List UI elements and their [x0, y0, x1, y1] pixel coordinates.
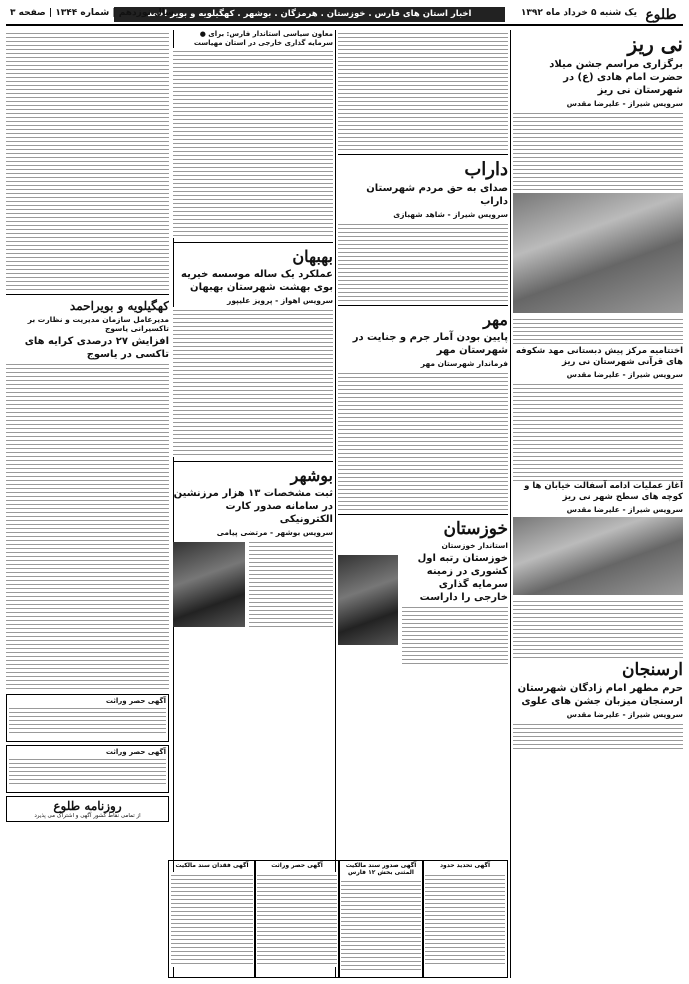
- subhead-investment: ● معاون سیاسی استاندار فارس: برای سرمایه گذاری خارجی در استان مهیاست: [193, 30, 333, 47]
- newspaper-logo: طلوع: [645, 7, 677, 23]
- newspaper-page: [6, 6, 683, 978]
- ad-box: [422, 860, 508, 978]
- article-body: [338, 370, 508, 510]
- article-body: [338, 221, 508, 301]
- column-1: [513, 30, 683, 978]
- column-divider: [510, 30, 511, 978]
- subhead-taxi: افزایش ۲۷ درصدی کرایه های تاکسی در یاسوج: [24, 336, 169, 360]
- article-body: [338, 30, 508, 150]
- column-2: [338, 30, 508, 860]
- ad-title: آگهی تحدید حدود: [439, 862, 491, 869]
- ad-box: [254, 860, 340, 978]
- ceremony-photo: [513, 193, 683, 313]
- article-body: [6, 30, 169, 290]
- article-body: [173, 48, 333, 238]
- headline-mohr: مهر: [483, 310, 508, 329]
- byline: سرویس شیراز - علیرضا مقدس: [566, 99, 683, 108]
- subhead-darab: صدای به حق مردم شهرستان داراب: [366, 183, 508, 207]
- article-body: [173, 307, 333, 457]
- subhead-charity: عملکرد یک ساله موسسه خیریه بوی بهشت شهرستان بهبهان: [181, 269, 333, 293]
- ad-title: آگهی حصر وراثت: [271, 862, 323, 869]
- section-band: اخبار استان های فارس . خوزستان . هرمزگان . بوشهر . کهگیلویه و بویر احمد: [114, 7, 505, 22]
- promo-tag: از تمامی نقاط کشور آگهی و اشتراک می پذیرد: [34, 813, 141, 819]
- issue-info: سال نوزدهم | شماره ۱۳۴۴ | صفحه ۳: [10, 8, 175, 18]
- article-body: [513, 110, 683, 190]
- notice-box: [6, 745, 169, 793]
- subhead-asphalt: آغاز عملیات ادامه آسفالت خیابان ها و کوچه های سطح شهر نی ریز: [524, 481, 683, 502]
- subhead-mohr: پایین بودن آمار جرم و جنایت در شهرستان مهر: [352, 332, 508, 356]
- issue-date: یک شنبه ۵ خرداد ماه ۱۳۹۲: [520, 8, 637, 18]
- column-4: [6, 30, 169, 978]
- notice-title: آگهی حصر وراثت: [105, 748, 166, 756]
- street-photo: [513, 517, 683, 595]
- byline: سرویس شیراز - علیرضا مقدس: [566, 710, 683, 719]
- article-body: [513, 598, 683, 658]
- article-body: [249, 539, 333, 629]
- column-3: [173, 30, 333, 860]
- official-portrait: [173, 542, 245, 627]
- headline-neyriz: نی ریز: [627, 32, 683, 56]
- byline: مدیرعامل سازمان مدیریت و نظارت بر تاکسیرانی یاسوج: [27, 315, 169, 333]
- byline: سرویس بوشهر - مرتضی پیامی: [216, 528, 333, 537]
- headline-khuzestan: خوزستان: [443, 519, 508, 539]
- byline: فرماندار شهرستان مهر: [420, 359, 508, 368]
- headline-darab: داراب: [464, 159, 508, 180]
- headline-bushehr: بوشهر: [290, 466, 333, 485]
- headline-arsanjan: ارسنجان: [622, 660, 683, 680]
- article-body: [402, 604, 508, 664]
- subhead-khuzestan: خوزستان رتبه اول کشوری در زمینه سرمایه گذاری خارجی را داراست: [417, 553, 508, 603]
- article-body: [513, 381, 683, 481]
- governor-portrait: [338, 555, 398, 645]
- column-divider: [335, 30, 336, 978]
- byline: سرویس شیراز - شاهد شهبازی: [393, 210, 508, 219]
- byline: سرویس اهواز - پرویز علیپور: [227, 296, 333, 305]
- ad-title: آگهی فقدان سند مالکیت: [175, 862, 249, 869]
- ads-strip: [173, 860, 508, 978]
- byline: سرویس شیراز - علیرضا مقدس: [566, 370, 683, 379]
- headline-kohgiluyeh: کهگیلویه و بویراحمد: [69, 299, 169, 313]
- subhead-shrine: حرم مطهر امام زادگان شهرستان ارسنجان میزبان جشن های علوی: [517, 683, 683, 707]
- promo-name: روزنامه طلوع: [53, 799, 122, 813]
- ad-box: [338, 860, 424, 978]
- subhead-border: ثبت مشخصات ۱۳ هزار مرزنشین در سامانه صدور کارت الکترونیکی: [173, 488, 333, 525]
- ad-title: آگهی صدور سند مالکیت المثنی بخش ۱۲ فارس: [345, 862, 417, 876]
- notice-title: آگهی حصر وراثت: [105, 697, 166, 705]
- article-body: [6, 361, 169, 691]
- notice-box: [6, 694, 169, 742]
- byline: استاندار خوزستان: [441, 541, 508, 550]
- subhead-imam-hadi: برگزاری مراسم جشن میلاد حضرت امام هادی (ع) در شهرستان نی ریز: [549, 59, 683, 96]
- headline-behbahan: بهبهان: [292, 247, 333, 266]
- subhead-preschool: اختتامیه مرکز پیش دبستانی مهد شکوفه های قرآنی شهرستان نی ریز: [515, 346, 683, 367]
- article-body: [513, 316, 683, 346]
- ad-box: [168, 860, 256, 978]
- article-body: [513, 721, 683, 751]
- byline: سرویس شیراز - علیرضا مقدس: [566, 505, 683, 514]
- page-header: [6, 6, 683, 26]
- newspaper-promo: [6, 796, 169, 822]
